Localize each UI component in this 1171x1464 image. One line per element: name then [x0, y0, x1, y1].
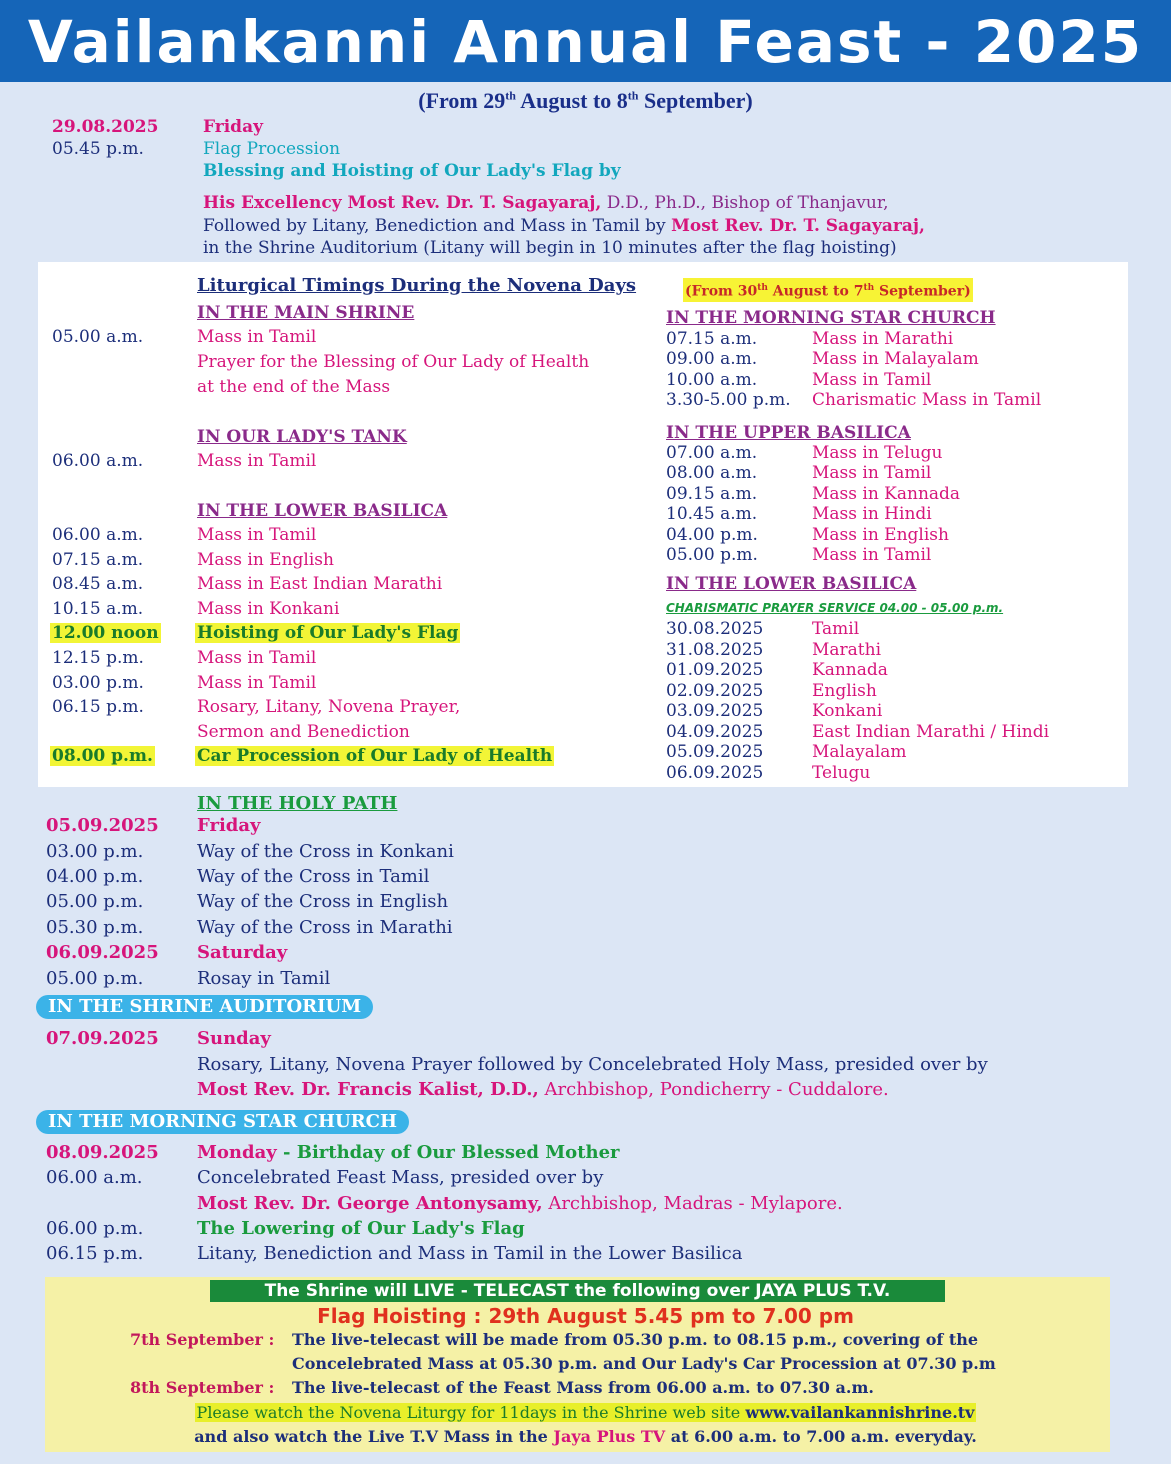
followed-line: Followed by Litany, Benediction and Mass in Tamil by Most Rev. Dr. T. Sagayaraj, [203, 216, 925, 236]
holy-path-text2: Rosay in Tamil [197, 968, 331, 989]
main-shrine-heading: IN THE MAIN SHRINE [197, 303, 415, 323]
ub-time: 05.00 p.m. [666, 545, 758, 565]
cp-date: 02.09.2025 [666, 681, 764, 701]
cp-date: 05.09.2025 [666, 742, 764, 762]
hp-text: Way of the Cross in Marathi [197, 917, 453, 938]
ub-time: 08.00 a.m. [666, 463, 758, 483]
cp-text: Marathi [812, 640, 882, 660]
sep8-label: 8th September : [130, 1378, 275, 1397]
tank-time: 06.00 a.m. [52, 451, 144, 471]
lb-time: 06.15 p.m. [52, 697, 144, 717]
sep8-line1: The live-telecast of the Feast Mass from 06.00 a.m. to 07.30 a.m. [292, 1378, 874, 1397]
bishop-line: His Excellency Most Rev. Dr. T. Sagayaraj, D.D., Ph.D., Bishop of Thanjavur, [203, 193, 889, 213]
main-shrine-time: 05.00 a.m. [52, 327, 144, 347]
lower-basilica-right-heading: IN THE LOWER BASILICA [666, 574, 917, 594]
flag-hoisting-time: 12.00 noon [52, 623, 159, 643]
website-line: Please watch the Novena Liturgy for 11days in the Shrine web site www.vailankannishrine.tv [196, 1403, 975, 1422]
opening-time: 05.45 p.m. [52, 139, 144, 159]
telecast-banner: The Shrine will LIVE - TELECAST the following over JAYA PLUS T.V. [210, 1280, 945, 1302]
ms-final-line1: Concelebrated Feast Mass, presided over by [197, 1167, 604, 1188]
ms-final-time3: 06.15 p.m. [46, 1243, 144, 1264]
lb-time: 08.45 a.m. [52, 574, 144, 594]
ms-text: Charismatic Mass in Tamil [812, 390, 1042, 410]
novena-heading: Liturgical Timings During the Novena Days [197, 275, 637, 296]
auditorium-line1: Rosary, Litany, Novena Prayer followed by Concelebrated Holy Mass, presided over by [197, 1054, 988, 1075]
ub-time: 10.45 a.m. [666, 504, 758, 524]
holy-path-heading: IN THE HOLY PATH [197, 793, 398, 814]
cp-text: Telugu [812, 763, 871, 783]
ub-time: 07.00 a.m. [666, 443, 758, 463]
hp-time: 04.00 p.m. [46, 866, 144, 887]
lb-text: Mass in Tamil [197, 525, 317, 545]
lb-text: Mass in English [197, 550, 334, 570]
morning-star-heading: IN THE MORNING STAR CHURCH [666, 308, 996, 328]
hp-text: Way of the Cross in Tamil [197, 866, 430, 887]
lower-basilica-heading: IN THE LOWER BASILICA [197, 501, 448, 521]
cp-text: East Indian Marathi / Hindi [812, 722, 1050, 742]
holy-path-day1: Friday [197, 815, 261, 836]
cp-date: 06.09.2025 [666, 763, 764, 783]
flag-hoisting-text: Hoisting of Our Lady's Flag [197, 623, 459, 643]
ub-text: Mass in English [812, 525, 949, 545]
ub-time: 09.15 a.m. [666, 484, 758, 504]
holy-path-time2: 05.00 p.m. [46, 968, 144, 989]
date-range-subtitle: (From 29th August to 8th September) [418, 88, 753, 113]
ms-final-line2: The Lowering of Our Lady's Flag [197, 1218, 525, 1239]
cp-date: 01.09.2025 [666, 660, 764, 680]
morning-star-final-heading: IN THE MORNING STAR CHURCH [36, 1110, 409, 1134]
lb-text: Rosary, Litany, Novena Prayer, [197, 697, 461, 717]
flag-blessing: Blessing and Hoisting of Our Lady's Flag by [203, 161, 621, 181]
ms-final-presider: Most Rev. Dr. George Antonysamy, Archbishop, Madras - Mylapore. [197, 1193, 843, 1214]
tank-text: Mass in Tamil [197, 451, 317, 471]
cp-date: 03.09.2025 [666, 701, 764, 721]
holy-path-day2: Saturday [197, 942, 288, 963]
ms-final-date: 08.09.2025 [46, 1142, 159, 1163]
opening-date: 29.08.2025 [52, 117, 159, 137]
cp-date: 31.08.2025 [666, 640, 764, 660]
car-procession-text: Car Procession of Our Lady of Health [197, 746, 553, 766]
ms-time: 10.00 a.m. [666, 370, 758, 390]
ms-text: Mass in Tamil [812, 370, 932, 390]
cp-date: 04.09.2025 [666, 722, 764, 742]
lb-text: Mass in Tamil [197, 648, 317, 668]
lb-text: Mass in East Indian Marathi [197, 574, 443, 594]
ms-final-time2: 06.00 p.m. [46, 1218, 144, 1239]
lb-time: 07.15 a.m. [52, 550, 144, 570]
sep7-line1: The live-telecast will be made from 05.30 p.m. to 08.15 p.m., covering of the [292, 1330, 979, 1349]
cp-date: 30.08.2025 [666, 619, 764, 639]
ms-time: 07.15 a.m. [666, 329, 758, 349]
flag-procession: Flag Procession [203, 139, 341, 159]
lb-time: 10.15 a.m. [52, 599, 144, 619]
cp-text: Tamil [812, 619, 860, 639]
cp-text: Konkani [812, 701, 883, 721]
ms-time: 3.30-5.00 p.m. [666, 390, 791, 410]
auditorium-day: Sunday [197, 1028, 271, 1049]
live-tv-line: and also watch the Live T.V Mass in the Jaya Plus TV at 6.00 a.m. to 7.00 a.m. everyday. [194, 1427, 977, 1446]
ms-final-day: Monday - Birthday of Our Blessed Mother [197, 1142, 620, 1163]
main-shrine-line2: Prayer for the Blessing of Our Lady of Health [197, 352, 590, 372]
car-procession-time: 08.00 p.m. [52, 746, 153, 766]
upper-basilica-heading: IN THE UPPER BASILICA [666, 423, 911, 443]
ub-text: Mass in Kannada [812, 484, 961, 504]
hp-time: 05.00 p.m. [46, 891, 144, 912]
cp-text: English [812, 681, 877, 701]
ub-text: Mass in Tamil [812, 463, 932, 483]
ub-time: 04.00 p.m. [666, 525, 758, 545]
holy-path-date1: 05.09.2025 [46, 815, 159, 836]
ms-final-line3: Litany, Benediction and Mass in Tamil in the Lower Basilica [197, 1243, 743, 1264]
title-banner [0, 0, 1171, 82]
lb-time: 12.15 p.m. [52, 648, 144, 668]
main-shrine-line3: at the end of the Mass [197, 377, 391, 397]
auditorium-presider: Most Rev. Dr. Francis Kalist, D.D., Archbishop, Pondicherry - Cuddalore. [197, 1079, 889, 1100]
ub-text: Mass in Telugu [812, 443, 943, 463]
auditorium-heading: IN THE SHRINE AUDITORIUM [36, 995, 373, 1019]
cp-text: Malayalam [812, 742, 907, 762]
cp-text: Kannada [812, 660, 888, 680]
lb-text: Sermon and Benediction [197, 722, 410, 742]
ub-text: Mass in Hindi [812, 504, 932, 524]
novena-range: (From 30th August to 7th September) [683, 278, 973, 302]
ms-final-time1: 06.00 a.m. [46, 1167, 143, 1188]
holy-path-date2: 06.09.2025 [46, 942, 159, 963]
main-shrine-line1: Mass in Tamil [197, 327, 317, 347]
ms-time: 09.00 a.m. [666, 349, 758, 369]
hp-text: Way of the Cross in Konkani [197, 841, 454, 862]
auditorium-note: in the Shrine Auditorium (Litany will begin in 10 minutes after the flag hoisting) [203, 238, 897, 258]
tank-heading: IN OUR LADY'S TANK [197, 427, 407, 447]
auditorium-date: 07.09.2025 [46, 1028, 159, 1049]
lb-text: Mass in Konkani [197, 599, 340, 619]
flag-hoisting-telecast: Flag Hoisting : 29th August 5.45 pm to 7.00 pm [317, 1304, 854, 1328]
lb-text: Mass in Tamil [197, 673, 317, 693]
hp-text: Way of the Cross in English [197, 891, 449, 912]
hp-time: 05.30 p.m. [46, 917, 144, 938]
ms-text: Mass in Marathi [812, 329, 954, 349]
ub-text: Mass in Tamil [812, 545, 932, 565]
sep7-label: 7th September : [130, 1330, 275, 1349]
lb-time: 06.00 a.m. [52, 525, 144, 545]
ms-text: Mass in Malayalam [812, 349, 979, 369]
website-link[interactable]: www.vailankannishrine.tv [745, 1403, 975, 1422]
lb-time: 03.00 p.m. [52, 673, 144, 693]
page-title: Vailankanni Annual Feast - 2025 [27, 8, 1144, 76]
sep7-line2: Concelebrated Mass at 05.30 p.m. and Our Lady's Car Procession at 07.30 p.m [292, 1354, 996, 1373]
hp-time: 03.00 p.m. [46, 841, 144, 862]
charismatic-heading: CHARISMATIC PRAYER SERVICE 04.00 - 05.00 p.m. [666, 601, 1004, 615]
opening-day: Friday [203, 117, 263, 137]
